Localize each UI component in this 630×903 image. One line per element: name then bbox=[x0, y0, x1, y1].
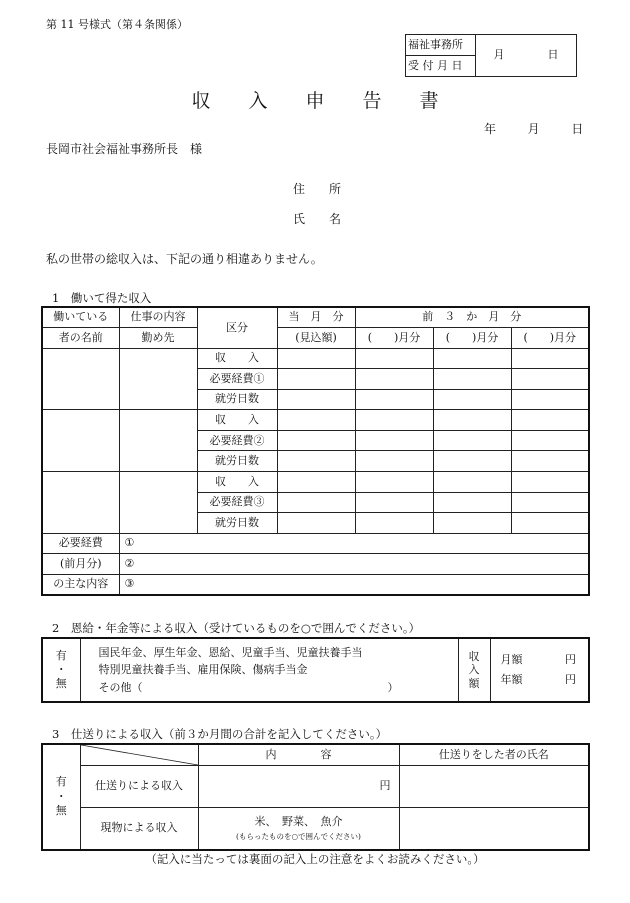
pension-income-table bbox=[41, 637, 590, 703]
in-kind-row-label: 現物による収入 bbox=[80, 808, 198, 850]
remittance-amount-field[interactable]: 円 bbox=[198, 766, 399, 808]
amount-cell[interactable] bbox=[433, 430, 511, 451]
receipt-month: 月 bbox=[493, 48, 505, 62]
prev-month-2[interactable]: ( )月分 bbox=[433, 328, 511, 349]
worker-name-cell[interactable] bbox=[42, 348, 119, 410]
amount-cell[interactable] bbox=[511, 513, 589, 534]
pension-types[interactable] bbox=[80, 638, 458, 702]
pension-line-1: 国民年金、厚生年金、恩給、児童手当、児童扶養手当 bbox=[98, 646, 363, 660]
in-kind-items-text: 米、 野菜、 魚介 bbox=[254, 815, 343, 829]
expense-label: の主な内容 bbox=[42, 574, 119, 595]
diagonal-line bbox=[81, 745, 198, 765]
amount-cell[interactable] bbox=[277, 513, 355, 534]
pension-line-3: その他（ ） bbox=[98, 680, 399, 694]
amount-cell[interactable] bbox=[511, 348, 589, 369]
pension-line-2: 特別児童扶養手当、雇用保険、傷病手当金 bbox=[98, 663, 308, 677]
job-cell[interactable] bbox=[119, 472, 197, 534]
declaration-text: 私の世帯の総収入は、下記の通り相違ありません。 bbox=[46, 252, 323, 266]
amount-cell[interactable] bbox=[277, 348, 355, 369]
amount-cell[interactable] bbox=[355, 451, 433, 472]
worker-name-header: 働いている bbox=[42, 307, 119, 328]
diagonal-header-cell bbox=[80, 744, 198, 766]
category-income: 収 入 bbox=[197, 472, 277, 493]
category-income: 収 入 bbox=[197, 410, 277, 431]
amount-cell[interactable] bbox=[355, 430, 433, 451]
worker-name-cell[interactable] bbox=[42, 472, 119, 534]
footer-note: （記入に当たっては裏面の記入上の注意をよくお読みください。） bbox=[145, 852, 485, 866]
receipt-day: 日 bbox=[547, 48, 559, 62]
receipt-date-label: 受 付 月 日 bbox=[406, 56, 476, 77]
content-header: 内 容 bbox=[198, 744, 399, 766]
amount-cell[interactable] bbox=[433, 451, 511, 472]
amount-cell[interactable] bbox=[511, 389, 589, 410]
remittance-income-table bbox=[41, 743, 590, 851]
form-number: 第 11 号様式（第４条関係） bbox=[46, 18, 188, 31]
date-line[interactable] bbox=[484, 120, 583, 137]
addressee: 長岡市社会福祉事務所長 様 bbox=[46, 142, 203, 156]
name-label: 氏 名 bbox=[293, 212, 342, 226]
prev-3months-header: 前 ３ か 月 分 bbox=[355, 307, 589, 328]
monthly-yen: 円 bbox=[565, 653, 576, 667]
sender-header: 仕送りをした者の氏名 bbox=[399, 744, 589, 766]
yearly-label: 年額 bbox=[500, 673, 523, 686]
amount-cell[interactable] bbox=[355, 492, 433, 513]
section1-heading: 1 働いて得た収入 bbox=[52, 291, 152, 305]
receipt-date-field[interactable] bbox=[476, 35, 577, 77]
amount-cell[interactable] bbox=[511, 472, 589, 493]
amount-cell[interactable] bbox=[355, 348, 433, 369]
office-receipt-box bbox=[405, 34, 577, 77]
sender-name-field-1[interactable] bbox=[399, 766, 589, 808]
amount-cell[interactable] bbox=[511, 451, 589, 472]
amount-cell[interactable] bbox=[511, 430, 589, 451]
office-label: 福祉事務所 bbox=[406, 35, 476, 56]
work-income-table bbox=[41, 306, 590, 596]
amount-cell[interactable] bbox=[355, 369, 433, 390]
category-expense: 必要経費③ bbox=[197, 492, 277, 513]
amount-cell[interactable] bbox=[433, 348, 511, 369]
current-month-header: 当 月 分 bbox=[277, 307, 355, 328]
job-cell[interactable] bbox=[119, 410, 197, 472]
amount-cell[interactable] bbox=[433, 389, 511, 410]
category-income: 収 入 bbox=[197, 348, 277, 369]
prev-month-3[interactable]: ( )月分 bbox=[511, 328, 589, 349]
section2-heading: 2 恩給・年金等による収入（受けているものを○で囲んでください。） bbox=[52, 621, 421, 635]
amount-cell[interactable] bbox=[355, 513, 433, 534]
monthly-label: 月額 bbox=[500, 653, 523, 667]
remittance-row-label: 仕送りによる収入 bbox=[80, 766, 198, 808]
amount-cell[interactable] bbox=[277, 430, 355, 451]
amount-cell[interactable] bbox=[433, 472, 511, 493]
job-header-2: 勤め先 bbox=[119, 328, 197, 349]
expense-label: 必要経費 bbox=[42, 533, 119, 554]
amount-cell[interactable] bbox=[511, 369, 589, 390]
prev-month-1[interactable]: ( )月分 bbox=[355, 328, 433, 349]
amount-cell[interactable] bbox=[277, 492, 355, 513]
yearly-yen: 円 bbox=[565, 673, 576, 686]
category-header: 区分 bbox=[197, 307, 277, 348]
amount-cell[interactable] bbox=[277, 369, 355, 390]
amount-cell[interactable] bbox=[433, 369, 511, 390]
amount-cell[interactable] bbox=[433, 492, 511, 513]
current-month-sub: (見込額) bbox=[277, 328, 355, 349]
income-amount-field[interactable] bbox=[490, 638, 589, 702]
category-expense: 必要経費① bbox=[197, 369, 277, 390]
in-kind-note: (もらったものを○で囲んでください) bbox=[236, 832, 361, 842]
category-workdays: 就労日数 bbox=[197, 513, 277, 534]
in-kind-items[interactable] bbox=[198, 808, 399, 850]
amount-cell[interactable] bbox=[355, 472, 433, 493]
amount-cell[interactable] bbox=[277, 472, 355, 493]
pension-status[interactable]: 有 ・ 無 bbox=[42, 638, 80, 702]
address-label: 住 所 bbox=[293, 182, 342, 196]
amount-cell[interactable] bbox=[277, 389, 355, 410]
job-header: 仕事の内容 bbox=[119, 307, 197, 328]
amount-cell[interactable] bbox=[433, 410, 511, 431]
worker-name-cell[interactable] bbox=[42, 410, 119, 472]
expense-item-2[interactable]: ② bbox=[119, 554, 589, 575]
amount-cell[interactable] bbox=[355, 410, 433, 431]
amount-cell[interactable] bbox=[277, 451, 355, 472]
date-month: 月 bbox=[527, 122, 540, 136]
expense-item-3[interactable]: ③ bbox=[119, 574, 589, 595]
page-title: 収 入 申 告 書 bbox=[191, 90, 439, 112]
amount-cell[interactable] bbox=[511, 410, 589, 431]
amount-cell[interactable] bbox=[355, 389, 433, 410]
category-expense: 必要経費② bbox=[197, 430, 277, 451]
job-cell[interactable] bbox=[119, 348, 197, 410]
remittance-status[interactable]: 有 ・ 無 bbox=[42, 744, 80, 850]
expense-label: (前月分) bbox=[42, 554, 119, 575]
date-day: 日 bbox=[571, 122, 584, 136]
category-workdays: 就労日数 bbox=[197, 451, 277, 472]
amount-cell[interactable] bbox=[433, 513, 511, 534]
section3-heading: 3 仕送りによる収入（前３か月間の合計を記入してください。） bbox=[52, 727, 388, 741]
income-amount-label: 収 入 額 bbox=[458, 638, 490, 702]
category-workdays: 就労日数 bbox=[197, 389, 277, 410]
sender-name-field-2[interactable] bbox=[399, 808, 589, 850]
worker-name-header-2: 者の名前 bbox=[42, 328, 119, 349]
expense-item-1[interactable]: ① bbox=[119, 533, 589, 554]
amount-cell[interactable] bbox=[511, 492, 589, 513]
amount-cell[interactable] bbox=[277, 410, 355, 431]
date-year: 年 bbox=[484, 122, 497, 136]
